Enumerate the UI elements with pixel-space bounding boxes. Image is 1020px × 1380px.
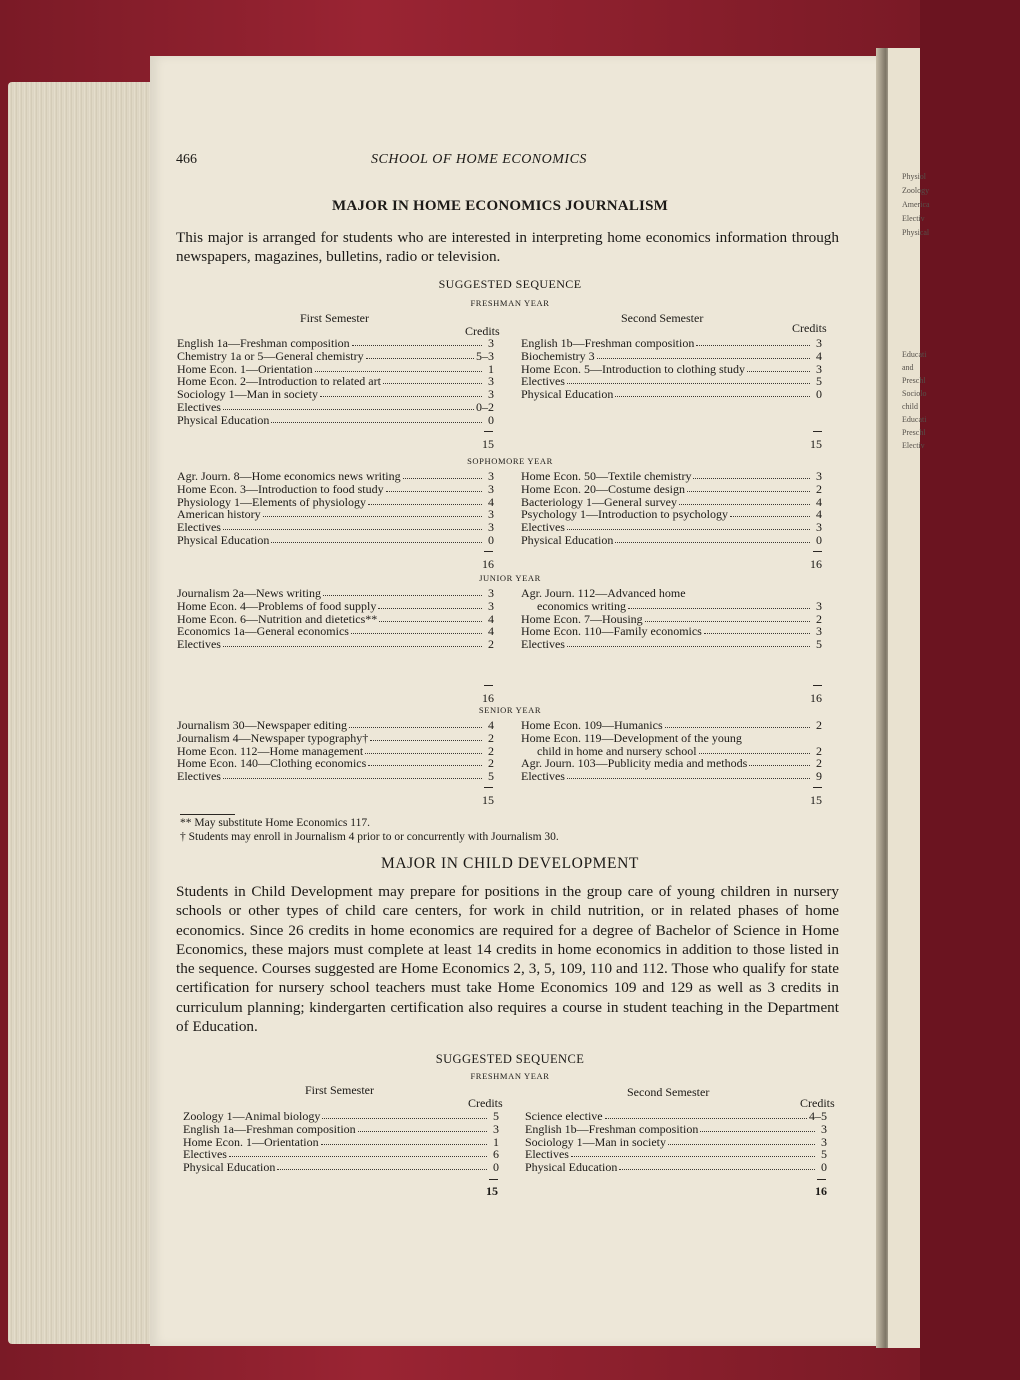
footnote-rule xyxy=(180,814,235,815)
course-name: Physical Education xyxy=(183,1160,276,1175)
leader-dots xyxy=(749,757,810,766)
left-course-row xyxy=(183,1123,499,1135)
course-name: Home Econ. 110—Family economics xyxy=(521,624,702,639)
adjacent-page-text: Sociolo xyxy=(902,389,927,398)
leader-dots xyxy=(628,600,810,609)
credit-value: 2 xyxy=(488,756,494,771)
course-name: Home Econ. 4—Problems of food supply xyxy=(177,598,377,613)
left-course-row xyxy=(177,732,494,744)
credit-value: 3 xyxy=(488,481,494,496)
leader-dots xyxy=(351,625,482,634)
leader-dots xyxy=(679,496,810,505)
left-total: 15 xyxy=(482,793,494,807)
course-name: Chemistry 1a or 5—General chemistry xyxy=(177,348,364,363)
credits-label-left: Credits xyxy=(468,1096,503,1110)
right-course-row xyxy=(525,1110,827,1122)
right-course-row xyxy=(521,521,822,533)
right-course-row xyxy=(521,587,822,599)
credit-value: 3 xyxy=(816,624,822,639)
course-name: English 1b—Freshman composition xyxy=(521,336,695,350)
leader-dots xyxy=(223,401,474,410)
course-name: Electives xyxy=(521,520,565,535)
right-course-row xyxy=(521,732,822,744)
credit-value: 3 xyxy=(816,469,822,483)
right-total: 15 xyxy=(810,436,822,451)
leader-dots xyxy=(571,1148,815,1157)
leader-dots xyxy=(730,508,810,517)
leader-dots xyxy=(263,508,482,517)
course-name: Physical Education xyxy=(525,1160,618,1175)
leader-dots xyxy=(271,534,482,543)
left-course-row xyxy=(177,745,494,757)
leader-dots xyxy=(383,375,482,384)
right-course-row xyxy=(525,1136,827,1148)
left-course-row xyxy=(177,388,494,400)
right-course-row xyxy=(521,388,822,400)
right-course-row xyxy=(521,745,822,757)
credit-value: 0 xyxy=(816,387,822,402)
right-total: 16 xyxy=(810,556,822,571)
adjacent-page-text: Electiv xyxy=(902,441,925,450)
leader-dots xyxy=(645,613,810,622)
adjacent-page-text: Preschl xyxy=(902,428,926,437)
leader-dots xyxy=(223,638,482,647)
credit-value: 4 xyxy=(488,718,494,732)
right-total: 16 xyxy=(815,1184,827,1198)
right-total: 15 xyxy=(810,793,822,807)
course-name: Home Econ. 140—Clothing economics xyxy=(177,756,367,771)
credit-value: 3 xyxy=(493,1121,499,1136)
left-total: 15 xyxy=(486,1184,498,1198)
right-course-row xyxy=(521,757,822,769)
right-course-row xyxy=(521,470,822,482)
course-name: Home Econ. 50—Textile chemistry xyxy=(521,469,692,483)
leader-dots xyxy=(352,337,482,346)
left-course-row xyxy=(177,587,494,599)
course-name: Electives xyxy=(177,400,221,414)
course-name: Electives xyxy=(183,1147,227,1162)
left-course-row xyxy=(177,337,494,349)
year-label: SENIOR YEAR xyxy=(478,705,542,715)
right-course-row xyxy=(521,483,822,495)
credit-value: 4 xyxy=(488,494,494,509)
credit-value: 5 xyxy=(488,769,494,784)
adjacent-page-text: Educati xyxy=(902,350,927,359)
adjacent-page-text: Educati xyxy=(902,415,927,424)
leader-dots xyxy=(403,470,482,479)
credit-value: 3 xyxy=(488,387,494,402)
course-name: Biochemistry 3 xyxy=(521,348,595,363)
child-seq-heading: SUGGESTED SEQUENCE xyxy=(435,1052,585,1066)
left-course-row xyxy=(177,483,494,495)
footnote-1: ** May substitute Home Economics 117. xyxy=(180,817,370,829)
course-name: Science elective xyxy=(525,1109,603,1123)
course-name: Home Econ. 6—Nutrition and dietetics** xyxy=(177,611,378,626)
credit-value: 0–2 xyxy=(476,400,494,414)
leader-dots xyxy=(704,625,810,634)
left-course-row xyxy=(177,363,494,375)
left-course-row xyxy=(177,534,494,546)
leader-dots xyxy=(687,483,810,492)
leader-dots xyxy=(696,337,810,346)
credit-value: 2 xyxy=(816,481,822,496)
credit-value: 3 xyxy=(488,520,494,535)
course-name: Electives xyxy=(177,637,221,652)
course-name: Bacteriology 1—General survey xyxy=(521,494,677,509)
leader-dots xyxy=(693,470,810,479)
leader-dots xyxy=(366,350,474,359)
total-rule xyxy=(813,551,822,552)
left-course-row xyxy=(177,508,494,520)
credit-value: 4 xyxy=(488,611,494,626)
footnote-2: † Students may enroll in Journalism 4 prior to or concurrently with Journalism 30. xyxy=(180,831,559,843)
course-name: Electives xyxy=(177,769,221,784)
credit-value: 5 xyxy=(816,637,822,652)
credit-value: 5 xyxy=(821,1147,827,1162)
course-name: child in home and nursery school xyxy=(537,743,697,758)
credit-value: 3 xyxy=(488,507,494,522)
course-name: Home Econ. 1—Orientation xyxy=(183,1134,319,1149)
leader-dots xyxy=(615,534,810,543)
credit-value: 5 xyxy=(816,374,822,389)
leader-dots xyxy=(700,1123,815,1132)
leader-dots xyxy=(567,521,810,530)
credit-value: 2 xyxy=(816,756,822,771)
left-course-row xyxy=(183,1161,499,1173)
adjacent-page xyxy=(888,48,930,1348)
total-rule xyxy=(813,431,822,432)
left-course-row xyxy=(177,613,494,625)
adjacent-page-text: child xyxy=(902,402,918,411)
adjacent-page-text: Zoology xyxy=(902,186,930,195)
right-course-row xyxy=(521,638,822,650)
credit-value: 2 xyxy=(816,718,822,732)
course-name: Zoology 1—Animal biology xyxy=(183,1109,321,1123)
credit-value: 0 xyxy=(488,533,494,547)
left-course-row xyxy=(177,521,494,533)
left-course-row xyxy=(183,1136,499,1148)
course-name: Journalism 2a—News writing xyxy=(177,586,321,600)
total-rule xyxy=(484,551,493,552)
credit-value: 3 xyxy=(488,374,494,389)
right-course-row xyxy=(521,363,822,375)
credit-value: 9 xyxy=(816,769,822,784)
leader-dots xyxy=(229,1148,487,1157)
running-head: SCHOOL OF HOME ECONOMICS xyxy=(371,152,587,167)
right-course-row xyxy=(525,1148,827,1160)
credit-value: 4 xyxy=(816,507,822,522)
course-name: Home Econ. 109—Humanics xyxy=(521,718,663,732)
course-name: Sociology 1—Man in society xyxy=(525,1134,666,1149)
course-name: English 1a—Freshman composition xyxy=(177,336,350,350)
right-course-row xyxy=(521,534,822,546)
leader-dots xyxy=(597,350,810,359)
leader-dots xyxy=(370,732,482,741)
credit-value: 3 xyxy=(488,586,494,600)
course-name: Economics 1a—General economics xyxy=(177,624,349,639)
credit-value: 5–3 xyxy=(476,348,494,363)
credits-label-left: Credits xyxy=(465,324,500,338)
leader-dots xyxy=(567,638,810,647)
left-course-row xyxy=(177,757,494,769)
left-course-row xyxy=(177,414,494,426)
journalism-intro: This major is arranged for students who are interested in interpreting home economics information through newspapers, magazines, bulletins, radio or television. xyxy=(176,229,839,266)
right-course-row xyxy=(521,337,822,349)
leader-dots xyxy=(365,745,482,754)
year-label: SOPHOMORE YEAR xyxy=(467,456,553,466)
adjacent-page-text: America xyxy=(902,200,930,209)
credit-value: 0 xyxy=(488,412,494,427)
credit-value: 0 xyxy=(816,533,822,547)
leader-dots xyxy=(223,521,482,530)
leader-dots xyxy=(277,1161,487,1170)
child-intro: Students in Child Development may prepare for positions in the group care of young children in nursery schools or other types of child care centers, for work in child nutrition, or in related phases of home economics. Since 26 credits in home economics are required for a degree of Bachelor of Science in Home Economics, these majors must complete at least 14 credits in home economics in addition to those listed in the sequence. Courses suggested are Home Economics 2, 3, 5, 109, 110 and 112. Those who qualify for state certification for nursery school teachers must take Home Economics 109 and 129 as well as 3 credits in curriculum planning; kindergarten certification also requires a course in student teaching in the Department of Education. xyxy=(176,883,839,1036)
left-total: 16 xyxy=(482,556,494,571)
credits-label-right: Credits xyxy=(792,321,827,335)
credit-value: 0 xyxy=(821,1160,827,1175)
adjacent-page-text: Preschl xyxy=(902,376,926,385)
left-course-row xyxy=(183,1148,499,1160)
credit-value: 3 xyxy=(816,361,822,376)
credit-value: 3 xyxy=(488,469,494,483)
year-label: FRESHMAN YEAR xyxy=(470,298,550,308)
credit-value: 3 xyxy=(488,598,494,613)
leader-dots xyxy=(665,719,810,728)
left-course-row xyxy=(177,401,494,413)
right-course-row xyxy=(521,508,822,520)
leader-dots xyxy=(368,496,482,505)
second-semester-label: Second Semester xyxy=(627,1085,710,1099)
leader-dots xyxy=(605,1110,807,1119)
left-course-row xyxy=(177,350,494,362)
left-course-row xyxy=(177,470,494,482)
leader-dots xyxy=(358,1123,487,1132)
course-name: Physical Education xyxy=(521,387,614,402)
leader-dots xyxy=(567,375,810,384)
left-course-row xyxy=(177,600,494,612)
right-course-row xyxy=(525,1161,827,1173)
leader-dots xyxy=(668,1136,815,1145)
course-name: Agr. Journ. 8—Home economics news writing xyxy=(177,469,401,483)
second-semester-label: Second Semester xyxy=(621,311,704,325)
left-total: 15 xyxy=(482,436,494,451)
credit-value: 2 xyxy=(488,730,494,745)
leader-dots xyxy=(315,363,482,372)
credits-label-right: Credits xyxy=(800,1096,835,1110)
course-name: Physical Education xyxy=(521,533,614,547)
leader-dots xyxy=(223,770,482,779)
adjacent-page-text: Physiol xyxy=(902,172,927,181)
left-course-row xyxy=(177,719,494,731)
left-course-row xyxy=(177,638,494,650)
total-rule xyxy=(484,685,493,686)
credit-value: 3 xyxy=(816,336,822,350)
adjacent-page-text: and xyxy=(902,363,914,372)
leader-dots xyxy=(615,388,810,397)
course-name: Electives xyxy=(521,374,565,389)
course-name: Home Econ. 119—Development of the young xyxy=(521,730,742,745)
total-rule xyxy=(817,1179,826,1180)
right-course-row xyxy=(521,375,822,387)
leader-dots xyxy=(619,1161,815,1170)
course-name: Physiology 1—Elements of physiology xyxy=(177,494,366,509)
course-name: Electives xyxy=(177,520,221,535)
course-name: Home Econ. 3—Introduction to food study xyxy=(177,481,384,496)
right-course-row xyxy=(521,350,822,362)
leader-dots xyxy=(368,757,482,766)
leader-dots xyxy=(567,770,810,779)
course-name: Home Econ. 20—Costume design xyxy=(521,481,685,496)
course-name: Home Econ. 5—Introduction to clothing study xyxy=(521,361,745,376)
right-course-row xyxy=(521,496,822,508)
journalism-title: MAJOR IN HOME ECONOMICS JOURNALISM xyxy=(332,198,668,214)
credit-value: 5 xyxy=(493,1109,499,1123)
course-name: economics writing xyxy=(537,598,626,613)
right-course-row xyxy=(525,1123,827,1135)
course-name: Home Econ. 2—Introduction to related art xyxy=(177,374,381,389)
leader-dots xyxy=(386,483,482,492)
right-course-row xyxy=(521,719,822,731)
credit-value: 4 xyxy=(488,624,494,639)
credit-value: 4–5 xyxy=(809,1109,827,1123)
leader-dots xyxy=(349,719,482,728)
credit-value: 3 xyxy=(816,598,822,613)
right-course-row xyxy=(521,770,822,782)
left-course-row xyxy=(177,375,494,387)
leader-dots xyxy=(323,587,482,596)
page-edges xyxy=(8,82,163,1344)
right-course-row xyxy=(521,625,822,637)
leader-dots xyxy=(321,1136,487,1145)
first-semester-label: First Semester xyxy=(305,1083,374,1097)
credit-value: 3 xyxy=(488,336,494,350)
child-title: MAJOR IN CHILD DEVELOPMENT xyxy=(381,855,639,872)
leader-dots xyxy=(699,745,810,754)
left-course-row xyxy=(177,496,494,508)
course-name: English 1a—Freshman composition xyxy=(183,1121,356,1136)
course-name: Home Econ. 1—Orientation xyxy=(177,361,313,376)
credit-value: 3 xyxy=(816,520,822,535)
credit-value: 3 xyxy=(821,1121,827,1136)
journalism-seq-heading: SUGGESTED SEQUENCE xyxy=(438,277,582,291)
total-rule xyxy=(813,685,822,686)
left-course-row xyxy=(177,770,494,782)
first-semester-label: First Semester xyxy=(300,311,369,325)
leader-dots xyxy=(379,613,482,622)
total-rule xyxy=(489,1179,498,1180)
leader-dots xyxy=(747,363,810,372)
year-label: FRESHMAN YEAR xyxy=(470,1071,550,1081)
year-label: JUNIOR YEAR xyxy=(479,573,541,583)
course-name: Home Econ. 112—Home management xyxy=(177,743,364,758)
course-name: Sociology 1—Man in society xyxy=(177,387,318,402)
credit-value: 1 xyxy=(488,361,494,376)
right-course-row xyxy=(521,613,822,625)
course-name: Electives xyxy=(521,637,565,652)
right-course-row xyxy=(521,600,822,612)
total-rule xyxy=(484,431,493,432)
adjacent-page-text: Physical xyxy=(902,228,930,237)
total-rule xyxy=(484,787,493,788)
left-course-row xyxy=(183,1110,499,1122)
course-name: Physical Education xyxy=(177,533,270,547)
course-name: English 1b—Freshman composition xyxy=(525,1121,699,1136)
course-name: Home Econ. 7—Housing xyxy=(521,611,643,626)
course-name: Physical Education xyxy=(177,412,270,427)
page-number: 466 xyxy=(176,152,197,167)
course-name: Psychology 1—Introduction to psychology xyxy=(521,507,728,522)
credit-value: 2 xyxy=(816,611,822,626)
left-total: 16 xyxy=(482,691,494,705)
adjacent-page-text: Electiv xyxy=(902,214,925,223)
credit-value: 6 xyxy=(493,1147,499,1162)
course-name: American history xyxy=(177,507,261,522)
leader-dots xyxy=(378,600,482,609)
credit-value: 0 xyxy=(493,1160,499,1175)
credit-value: 1 xyxy=(493,1134,499,1149)
leader-dots xyxy=(322,1110,487,1119)
course-name: Journalism 30—Newspaper editing xyxy=(177,718,347,732)
credit-value: 4 xyxy=(816,348,822,363)
credit-value: 2 xyxy=(816,743,822,758)
leader-dots xyxy=(271,414,482,423)
leader-dots xyxy=(320,388,482,397)
credit-value: 2 xyxy=(488,637,494,652)
credit-value: 3 xyxy=(821,1134,827,1149)
course-name: Electives xyxy=(521,769,565,784)
course-name: Agr. Journ. 112—Advanced home xyxy=(521,586,686,600)
credit-value: 2 xyxy=(488,743,494,758)
credit-value: 4 xyxy=(816,494,822,509)
left-course-row xyxy=(177,625,494,637)
course-name: Electives xyxy=(525,1147,569,1162)
course-name: Agr. Journ. 103—Publicity media and methods xyxy=(521,756,748,771)
right-total: 16 xyxy=(810,691,822,705)
total-rule xyxy=(813,787,822,788)
course-name: Journalism 4—Newspaper typography† xyxy=(177,730,369,745)
